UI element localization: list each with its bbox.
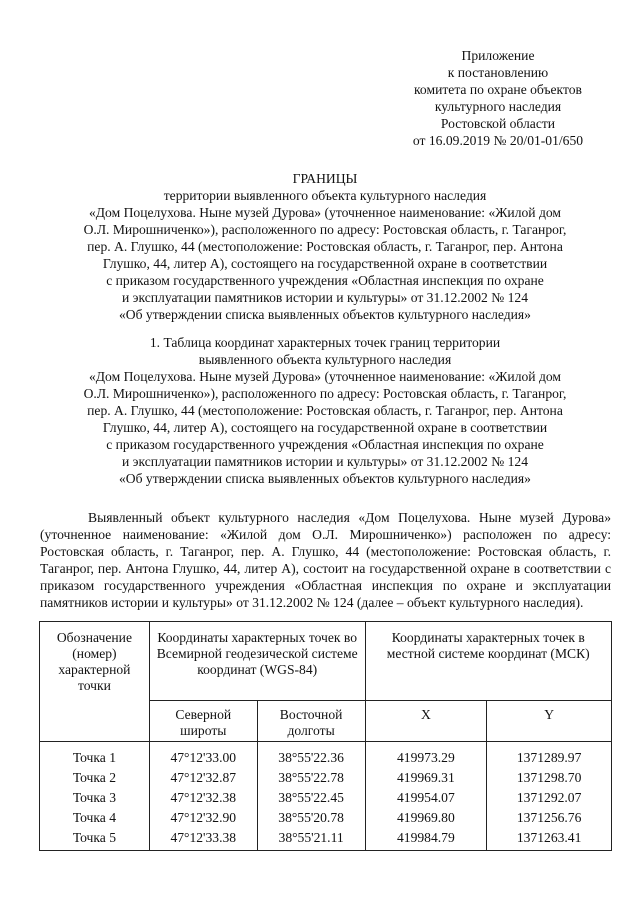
header-north-latitude: Северной широты <box>149 701 257 742</box>
cell-longitude: 38°55'22.36 <box>257 742 365 769</box>
cell-point: Точка 4 <box>40 808 150 828</box>
table-row <box>40 768 612 788</box>
document-title <box>40 170 610 323</box>
cell-latitude: 47°12'32.87 <box>149 768 257 788</box>
cell-longitude: 38°55'22.78 <box>257 768 365 788</box>
table-title-line: с приказом государственного учреждения «Областная инспекция по охране <box>106 437 544 452</box>
cell-y: 1371298.70 <box>487 768 612 788</box>
header-x: X <box>365 701 487 742</box>
cell-x: 419954.07 <box>365 788 487 808</box>
annex-line: к постановлению <box>447 65 549 80</box>
title-line: О.Л. Мирошниченко»), расположенного по адресу: Ростовская область, г. Таганрог, <box>83 222 567 237</box>
title-line: «Об утверждении списка выявленных объектов культурного наследия» <box>119 307 531 322</box>
table-title-line: Глушко, 44, литер А), состоящего на государственной охране в соответствии <box>102 420 548 435</box>
table-title-line: «Об утверждении списка выявленных объектов культурного наследия» <box>119 471 531 486</box>
cell-x: 419984.79 <box>365 828 487 851</box>
body-paragraph: Выявленный объект культурного наследия «Дом Поцелухова. Ныне музей Дурова» (уточненное наименование: «Жилой дом О.Л. Мирошниченко») расположен по адресу: Ростовская область, г. Таганрог, пер. А. Глушко, 44 (местоположение: Ростовская область, г. Таганрог, пер. Антона Глушко, 44, литер А), состоит на государственной охране в соответствии с приказом государственного учреждения «Областная инспекция по охране и эксплуатации памятников истории и культуры» от 31.12.2002 № 124 (далее – объект культурного наследия). <box>40 509 611 610</box>
annex-line: от 16.09.2019 № 20/01-01/650 <box>412 133 584 148</box>
cell-latitude: 47°12'33.00 <box>149 742 257 769</box>
cell-y: 1371263.41 <box>487 828 612 851</box>
header-point-designation: Обозначение (номер) характерной точки <box>40 622 150 742</box>
title-line: Глушко, 44, литер А), состоящего на государственной охране в соответствии <box>102 256 548 271</box>
annex-line: Ростовской области <box>440 116 556 131</box>
cell-point: Точка 3 <box>40 788 150 808</box>
table-row <box>40 808 612 828</box>
table-title-line: О.Л. Мирошниченко»), расположенного по адресу: Ростовская область, г. Таганрог, <box>83 386 567 401</box>
title-line: пер. А. Глушко, 44 (местоположение: Ростовская область, г. Таганрог, пер. Антона <box>87 239 563 254</box>
cell-x: 419973.29 <box>365 742 487 769</box>
table-row <box>40 828 612 851</box>
annex-line: Приложение <box>461 48 535 63</box>
cell-longitude: 38°55'22.45 <box>257 788 365 808</box>
cell-y: 1371292.07 <box>487 788 612 808</box>
cell-point: Точка 2 <box>40 768 150 788</box>
cell-point: Точка 1 <box>40 742 150 769</box>
cell-y: 1371256.76 <box>487 808 612 828</box>
cell-point: Точка 5 <box>40 828 150 851</box>
header-y: Y <box>487 701 612 742</box>
table-title-line: «Дом Поцелухова. Ныне музей Дурова» (уточненное наименование: «Жилой дом <box>88 369 562 384</box>
annex-line: культурного наследия <box>434 99 562 114</box>
title-line: и эксплуатации памятников истории и культуры» от 31.12.2002 № 124 <box>121 290 529 305</box>
coordinates-table <box>39 621 612 851</box>
table-row <box>40 742 612 769</box>
cell-latitude: 47°12'33.38 <box>149 828 257 851</box>
table-title-line: выявленного объекта культурного наследия <box>198 352 452 367</box>
header-east-longitude: Восточной долготы <box>257 701 365 742</box>
header-wgs84: Координаты характерных точек во Всемирной геодезической системе координат (WGS-84) <box>149 622 365 701</box>
cell-latitude: 47°12'32.38 <box>149 788 257 808</box>
annex-line: комитета по охране объектов <box>414 82 582 97</box>
table-title <box>40 334 610 487</box>
cell-longitude: 38°55'20.78 <box>257 808 365 828</box>
cell-y: 1371289.97 <box>487 742 612 769</box>
table-row <box>40 788 612 808</box>
cell-x: 419969.80 <box>365 808 487 828</box>
title-line: с приказом государственного учреждения «Областная инспекция по охране <box>106 273 544 288</box>
table-title-line: 1. Таблица координат характерных точек границ территории <box>149 335 501 350</box>
header-msk: Координаты характерных точек в местной системе координат (МСК) <box>365 622 611 701</box>
annex-header <box>388 47 608 149</box>
cell-longitude: 38°55'21.11 <box>257 828 365 851</box>
table-title-line: и эксплуатации памятников истории и культуры» от 31.12.2002 № 124 <box>121 454 529 469</box>
cell-x: 419969.31 <box>365 768 487 788</box>
table-header-row <box>40 622 612 701</box>
table-title-line: пер. А. Глушко, 44 (местоположение: Ростовская область, г. Таганрог, пер. Антона <box>87 403 563 418</box>
title-line: территории выявленного объекта культурного наследия <box>163 188 487 203</box>
title-line: «Дом Поцелухова. Ныне музей Дурова» (уточненное наименование: «Жилой дом <box>88 205 562 220</box>
cell-latitude: 47°12'32.90 <box>149 808 257 828</box>
title-line: ГРАНИЦЫ <box>292 171 358 186</box>
